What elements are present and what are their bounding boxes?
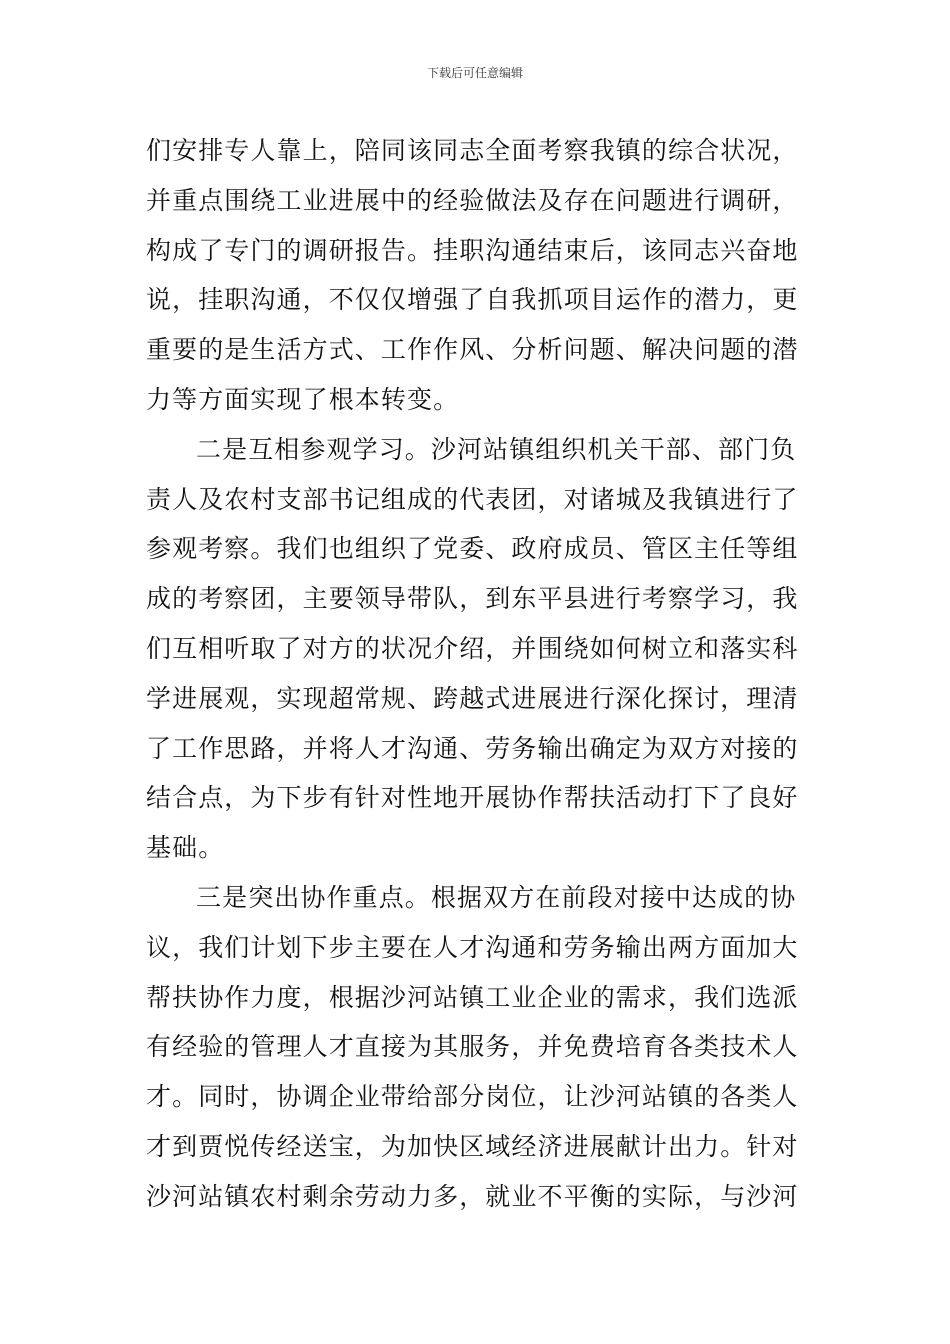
text-line: 们安排专人靠上，陪同该同志全面考察我镇的综合状况，	[146, 136, 799, 165]
paragraph-start-line: 三是突出协作重点。根据双方在前段对接中达成的协	[196, 882, 797, 912]
text-line: 结合点，为下步有针对性地开展协作帮扶活动打下了良好	[146, 783, 799, 813]
text-line: 帮扶协作力度，根据沙河站镇工业企业的需求，我们选派	[146, 982, 799, 1012]
text-line: 了工作思路，并将人才沟通、劳务输出确定为双方对接的	[146, 733, 799, 763]
text-line: 们互相听取了对方的状况介绍，并围绕如何树立和落实科	[146, 633, 799, 663]
text-line: 才。同时，协调企业带给部分岗位，让沙河站镇的各类人	[146, 1082, 799, 1112]
text-line: 基础。	[146, 833, 225, 863]
paragraph-start-line: 二是互相参观学习。沙河站镇组织机关干部、部门负	[196, 434, 797, 464]
text-line: 成的考察团，主要领导带队，到东平县进行考察学习，我	[146, 584, 799, 614]
text-line: 才到贾悦传经送宝，为加快区域经济进展献计出力。针对	[146, 1131, 799, 1161]
text-line: 说，挂职沟通，不仅仅增强了自我抓项目运作的潜力，更	[146, 285, 799, 315]
text-line: 有经验的管理人才直接为其服务，并免费培育各类技术人	[146, 1032, 799, 1062]
text-line: 并重点围绕工业进展中的经验做法及存在问题进行调研，	[146, 185, 799, 215]
text-line: 参观考察。我们也组织了党委、政府成员、管区主任等组	[146, 534, 799, 564]
text-line: 构成了专门的调研报告。挂职沟通结束后，该同志兴奋地	[146, 235, 799, 265]
text-line: 议，我们计划下步主要在人才沟通和劳务输出两方面加大	[146, 932, 799, 962]
text-line: 力等方面实现了根本转变。	[146, 384, 460, 414]
text-line: 沙河站镇农村剩余劳动力多，就业不平衡的实际，与沙河	[146, 1181, 799, 1211]
text-line: 重要的是生活方式、工作作风、分析问题、解决问题的潜	[146, 335, 799, 365]
document-body	[146, 126, 806, 1222]
text-line: 学进展观，实现超常规、跨越式进展进行深化探讨，理清	[146, 683, 799, 713]
text-line: 责人及农村支部书记组成的代表团，对诸城及我镇进行了	[146, 484, 799, 514]
page-header-note: 下载后可任意编辑	[426, 66, 523, 80]
